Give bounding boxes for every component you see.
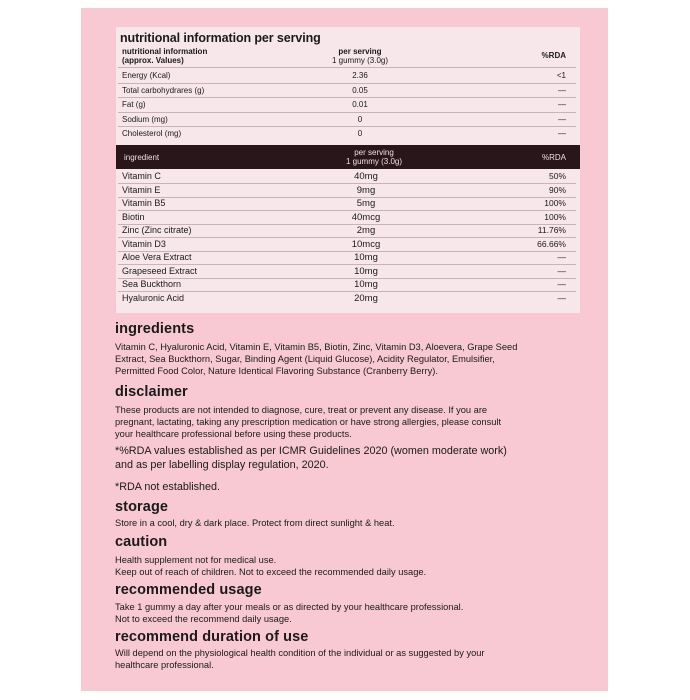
duration-text: Will depend on the physiological health condition of the individual or as suggested by your healthcare professional. xyxy=(115,648,485,670)
ingredient-row-serving: 20mg xyxy=(354,292,378,304)
rda-not-established: *RDA not established. xyxy=(115,481,221,493)
ingredient-col1-header: ingredient xyxy=(124,153,160,162)
caution-heading: caution xyxy=(115,534,168,550)
nutrition-row-serving: 0 xyxy=(357,129,363,138)
nutrition-row-name: Cholesterol (mg) xyxy=(122,129,182,138)
ingredient-row-name: Hyaluronic Acid xyxy=(122,292,185,303)
nutrition-row-name: Total carbohydrares (g) xyxy=(122,85,205,95)
ingredient-row-serving: 9mg xyxy=(356,184,376,196)
divider xyxy=(118,126,576,127)
ingredient-row-serving: 10mcg xyxy=(351,238,381,250)
nutrition-row-rda: — xyxy=(558,85,566,95)
nutrition-row-rda: — xyxy=(558,129,566,138)
ingredient-row-rda: — xyxy=(557,279,566,289)
ingredient-row-name: Aloe Vera Extract xyxy=(122,252,192,262)
nutrition-row-rda: <1 xyxy=(556,71,566,80)
ingredient-col3-header: %RDA xyxy=(541,153,566,162)
nutrition-title: nutritional information per serving xyxy=(120,31,321,45)
disclaimer-heading: disclaimer xyxy=(115,384,188,400)
ingredient-row-serving: 40mg xyxy=(354,171,378,182)
ingredient-table-header xyxy=(116,145,580,169)
ingredient-row-rda: 90% xyxy=(548,184,566,195)
nutrition-row-name: Fat (g) xyxy=(122,100,146,109)
nutrition-col3-header: %RDA xyxy=(541,51,566,60)
nutrition-row-rda: — xyxy=(558,100,566,109)
ingredient-row-rda: 50% xyxy=(548,171,566,181)
ingredient-row-serving: 2mg xyxy=(356,225,376,236)
nutrition-row-serving: 0 xyxy=(357,114,363,124)
nutrition-row-name: Sodium (mg) xyxy=(122,114,168,124)
ingredient-row-name: Zinc (Zinc citrate) xyxy=(122,225,192,235)
ingredient-row-rda: 11.76% xyxy=(537,225,566,235)
ingredient-row-rda: — xyxy=(557,292,566,303)
ingredient-row-name: Biotin xyxy=(122,211,145,222)
ingredient-row-serving: 40mcg xyxy=(351,211,381,223)
ingredient-row-name: Grapeseed Extract xyxy=(122,265,198,276)
nutrition-row-name: Energy (Kcal) xyxy=(122,71,171,80)
ingredient-row-rda: 100% xyxy=(544,211,566,222)
ingredient-col2-header: per serving 1 gummy (3.0g) xyxy=(345,148,403,166)
divider xyxy=(118,67,576,68)
ingredient-row-name: Vitamin E xyxy=(122,184,161,195)
ingredient-row-rda: — xyxy=(557,252,566,262)
nutrition-row-serving: 0.05 xyxy=(352,85,368,95)
ingredient-row-serving: 5mg xyxy=(356,198,376,209)
storage-heading: storage xyxy=(115,499,169,515)
ingredient-row-serving: 10mg xyxy=(354,265,378,277)
nutrition-col2-header: per serving 1 gummy (3.0g) xyxy=(331,47,389,65)
disclaimer-text: These products are not intended to diagnose, cure, treat or prevent any disease. If you are pregnant, lactating, taking any prescription medication or have strong allergies, please consult your healthcare professional before using these products. xyxy=(115,405,502,439)
divider xyxy=(118,83,576,84)
usage-heading: recommended usage xyxy=(115,582,262,598)
ingredient-row-name: Vitamin D3 xyxy=(122,238,166,249)
rda-note: *%RDA values established as per ICMR Guidelines 2020 (women moderate work) and as per labelling display regulation, 2020. xyxy=(115,445,507,471)
ingredient-row-name: Vitamin C xyxy=(122,171,161,181)
ingredient-row-serving: 10mg xyxy=(354,252,378,263)
divider xyxy=(118,97,576,98)
nutrition-col1-header: nutritional information (approx. Values) xyxy=(122,47,208,65)
ingredient-row-rda: — xyxy=(557,265,566,276)
nutrition-row-serving: 2.36 xyxy=(352,71,368,80)
storage-text: Store in a cool, dry & dark place. Protect from direct sunlight & heat. xyxy=(115,518,395,528)
ingredients-heading: ingredients xyxy=(115,321,195,337)
duration-heading: recommend duration of use xyxy=(115,629,309,645)
nutrition-row-serving: 0.01 xyxy=(352,100,368,109)
usage-text: Take 1 gummy a day after your meals or as directed by your healthcare professional. Not to exceed the recommend daily usage. xyxy=(115,602,464,624)
ingredient-row-rda: 66.66% xyxy=(537,238,566,249)
divider xyxy=(118,112,576,113)
nutrition-row-rda: — xyxy=(558,114,566,124)
ingredient-row-name: Vitamin B5 xyxy=(122,198,166,208)
ingredient-row-name: Sea Buckthorn xyxy=(122,279,182,289)
ingredient-row-rda: 100% xyxy=(544,198,566,208)
ingredient-row-serving: 10mg xyxy=(354,279,378,290)
ingredients-text: Vitamin C, Hyaluronic Acid, Vitamin E, Vitamin B5, Biotin, Zinc, Vitamin D3, Aloevera, Grape Seed Extract, Sea Buckthorn, Sugar, Binding Agent (Liquid Glucose), Acidity Regulator, Emulsifier, Permitted Food Color, Nature Identical Flavoring Substance (Cranberry Berry). xyxy=(115,342,518,376)
caution-text: Health supplement not for medical use. Keep out of reach of children. Not to exceed the recommended daily usage. xyxy=(115,555,427,577)
